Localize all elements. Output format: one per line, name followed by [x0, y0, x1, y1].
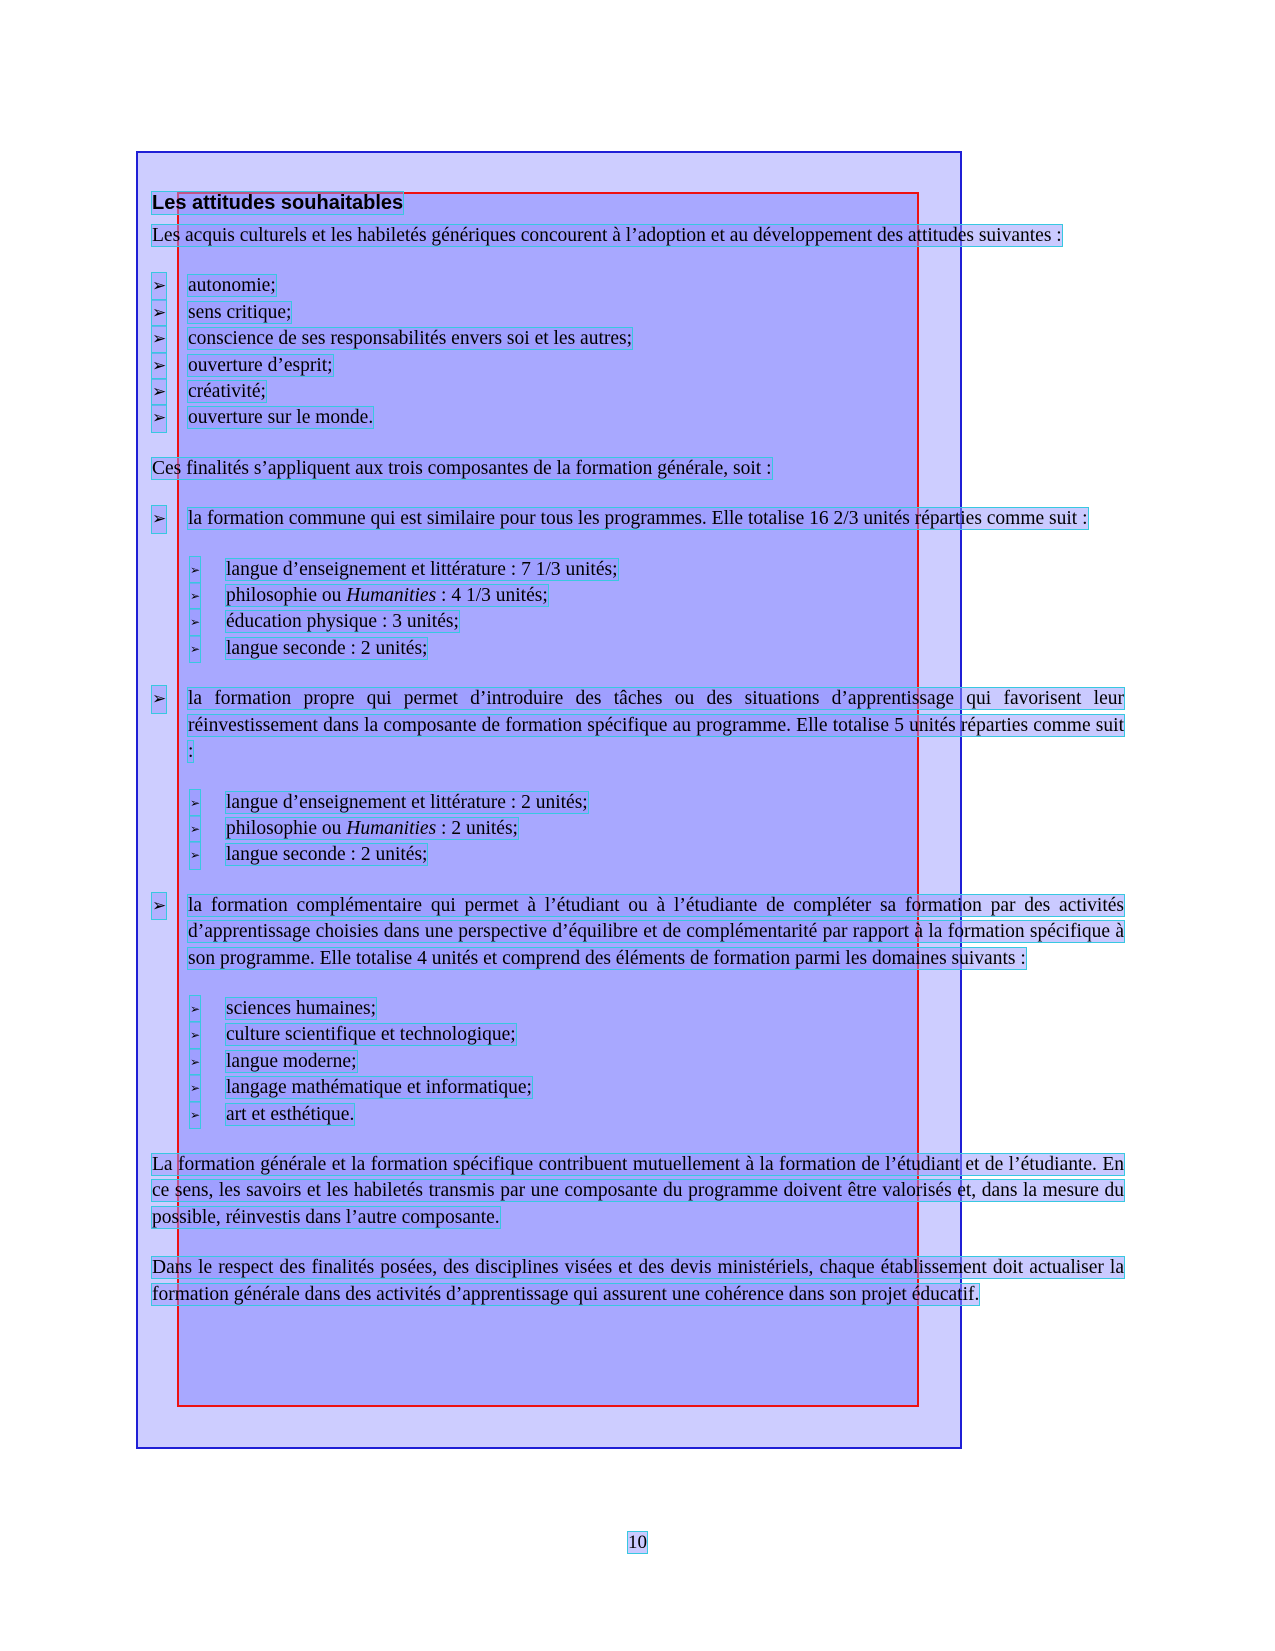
arrow-bullet-icon: ➢ [152, 326, 166, 352]
arrow-bullet-icon: ➢ [190, 583, 200, 609]
arrow-bullet-icon: ➢ [190, 996, 200, 1022]
sub-item: ➢ langue d’enseignement et littérature : 7 1/3 unités; [152, 557, 1124, 583]
list-item: ➢ conscience de ses responsabilités envers soi et les autres; [152, 326, 1124, 352]
arrow-bullet-icon: ➢ [190, 1022, 200, 1048]
sub-item: ➢ sciences humaines; [152, 996, 1124, 1022]
component-commune: ➢ la formation commune qui est similaire pour tous les programmes. Elle totalise 16 2/3 unités réparties comme suit : [152, 506, 1124, 532]
arrow-bullet-icon: ➢ [190, 816, 200, 842]
list-item: ➢ ouverture sur le monde. [152, 405, 1124, 431]
sub-item: ➢ philosophie ou Humanities : 4 1/3 unités; [152, 583, 1124, 609]
arrow-bullet-icon: ➢ [152, 893, 166, 919]
arrow-bullet-icon: ➢ [152, 506, 166, 532]
list-item: ➢ sens critique; [152, 300, 1124, 326]
finalites-intro: Ces finalités s’appliquent aux trois composantes de la formation générale, soit : [152, 457, 772, 479]
list-item: ➢ ouverture d’esprit; [152, 353, 1124, 379]
arrow-bullet-icon: ➢ [152, 405, 166, 431]
document-body [152, 185, 1124, 1308]
paragraph-formation: La formation générale et la formation spécifique contribuent mutuellement à la formation de l’étudiant et de l’étudiante. En ce sens, les savoirs et les habiletés transmis par une composante du programme doivent être valorisés et, dans la mesure du possible, réinvestis dans l’autre composante. [152, 1153, 1124, 1228]
sub-item: ➢ culture scientifique et technologique; [152, 1022, 1124, 1048]
arrow-bullet-icon: ➢ [190, 1075, 200, 1101]
sub-item: ➢ langue seconde : 2 unités; [152, 842, 1124, 868]
list-item: ➢ créativité; [152, 379, 1124, 405]
section-heading: Les attitudes souhaitables [152, 192, 404, 214]
component-complementaire: ➢ la formation complémentaire qui permet à l’étudiant ou à l’étudiante de compléter sa formation par des activités d’apprentissage choisies dans une perspective d’équilibre et de complémentarité par rapport à la formation spécifique à son programme. Elle totalise 4 unités et comprend des éléments de formation parmi les domaines suivants : [152, 894, 1124, 969]
arrow-bullet-icon: ➢ [190, 790, 200, 816]
page-number: 10 [628, 1532, 647, 1553]
sub-item: ➢ langue d’enseignement et littérature : 2 unités; [152, 790, 1124, 816]
attitudes-list [152, 273, 1124, 431]
arrow-bullet-icon: ➢ [152, 273, 166, 299]
sub-item: ➢ langage mathématique et informatique; [152, 1075, 1124, 1101]
sub-item: ➢ éducation physique : 3 unités; [152, 609, 1124, 635]
arrow-bullet-icon: ➢ [190, 1049, 200, 1075]
arrow-bullet-icon: ➢ [190, 842, 200, 868]
arrow-bullet-icon: ➢ [190, 609, 200, 635]
arrow-bullet-icon: ➢ [152, 686, 166, 712]
arrow-bullet-icon: ➢ [152, 300, 166, 326]
list-item: ➢ autonomie; [152, 273, 1124, 299]
paragraph-respect: Dans le respect des finalités posées, des disciplines visées et des devis ministériels, chaque établissement doit actualiser la formation générale dans des activités d’apprentissage qui assurent une cohérence dans son projet éducatif. [152, 1257, 1124, 1305]
intro-paragraph: Les acquis culturels et les habiletés génériques concourent à l’adoption et au développement des attitudes suivantes : [152, 225, 1062, 246]
arrow-bullet-icon: ➢ [152, 379, 166, 405]
sub-item: ➢ art et esthétique. [152, 1102, 1124, 1128]
arrow-bullet-icon: ➢ [190, 557, 200, 583]
arrow-bullet-icon: ➢ [190, 1102, 200, 1128]
component-propre: ➢ la formation propre qui permet d’introduire des tâches ou des situations d’apprentissage qui favorisent leur réinvestissement dans la composante de formation spécifique au programme. Elle totalise 5 unités réparties comme suit : [152, 688, 1124, 763]
sub-item: ➢ langue moderne; [152, 1049, 1124, 1075]
sub-item: ➢ langue seconde : 2 unités; [152, 636, 1124, 662]
sub-item: ➢ philosophie ou Humanities : 2 unités; [152, 816, 1124, 842]
arrow-bullet-icon: ➢ [152, 353, 166, 379]
arrow-bullet-icon: ➢ [190, 636, 200, 662]
